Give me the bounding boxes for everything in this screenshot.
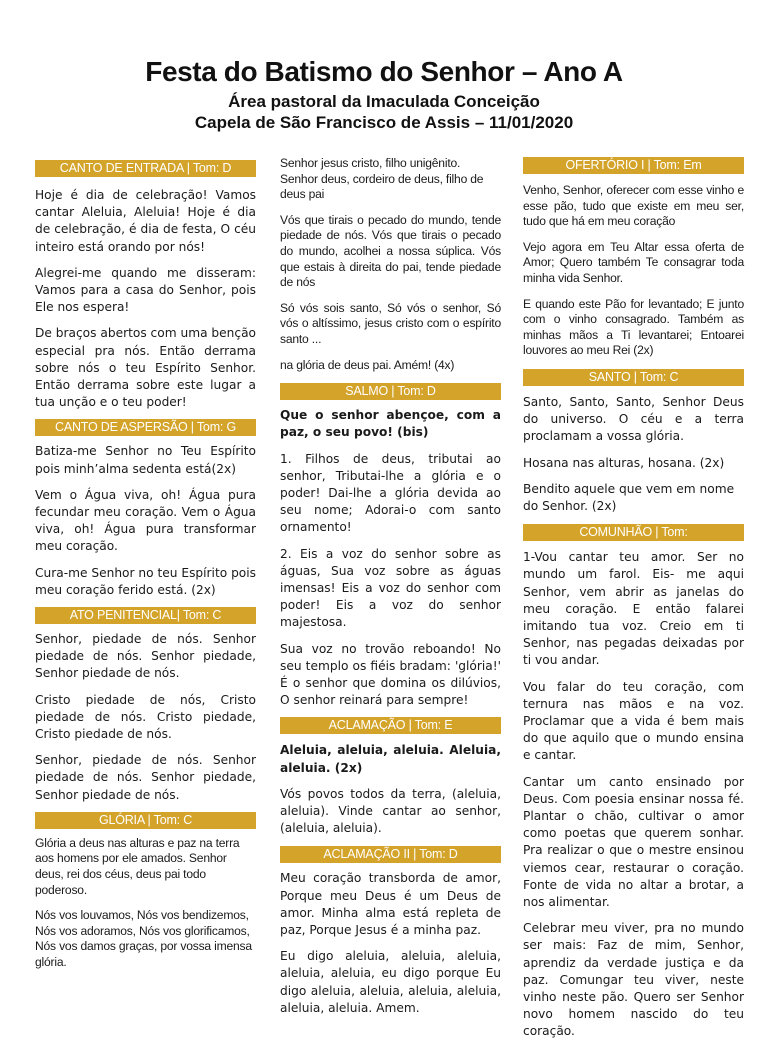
section-header-aclamacao: ACLAMAÇÃO | Tom: E [280,717,501,734]
salmo-verse-2: 2. Eis a voz do senhor sobre as águas, Sua voz sobre as águas imensas! Eis a voz do senhor com poder! Eis a voz do senhor majestosa. [280,546,501,630]
salmo-verse-1: 1. Filhos de deus, tributai ao senhor, Tributai-lhe a glória e o poder! Dai-lhe a glória devida ao seu nome; Adorai-o com santo ornamento! [280,451,501,535]
gloria-cont-verse-2: Vós que tirais o pecado do mundo, tende piedade de nós. Vós que tirais o pecado do mundo, acolhei a nossa súplica. Vós que estais à direita do pai, tende piedade de nós [280,212,501,290]
ofertorio-verse-3: E quando este Pão for levantado; E junto com o vinho consagrado. Também as minhas mãos a Ti levantarei; Entoarei louvores ao meu Rei (2x) [523,296,744,358]
aspersao-verse-2: Vem o Água viva, oh! Água pura fecundar meu coração. Vem o Água viva, oh! Água pura transformar meu coração. [35,487,256,554]
entrada-verse-1: Hoje é dia de celebração! Vamos cantar Aleluia, Aleluia! Hoje é dia de celebração, é dia de festa, O céu inteiro está orando por nós! [35,188,256,254]
column-right [523,157,744,1041]
salmo-refrain: Que o senhor abençoe, com a paz, o seu povo! (bis) [280,408,501,440]
penitencial-verse-2: Cristo piedade de nós, Cristo piedade de nós. Cristo piedade, Cristo piedade de nós. [35,692,256,742]
salmo-verse-3: Sua voz no trovão reboando! No seu templo os fiéis bradam: 'glória!' É o senhor que domina os dilúvios, O senhor reinará para sempre! [280,641,501,708]
aclamacao-refrain: Aleluia, aleluia, aleluia. Aleluia, aleluia. (2x) [280,743,501,775]
aclamacao-verse-1: Vós povos todos da terra, (aleluia, aleluia). Vinde cantar ao senhor, (aleluia, aleluia). [280,786,501,836]
gloria-cont-verse-3: Só vós sois santo, Só vós o senhor, Só vós o altíssimo, jesus cristo com o espírito santo ... [280,300,501,346]
penitencial-verse-3: Senhor, piedade de nós. Senhor piedade de nós. Senhor piedade, Senhor piedade de nós. [35,753,256,802]
section-header-aclamacao-2: ACLAMAÇÃO II | Tom: D [280,846,501,863]
ofertorio-verse-1: Venho, Senhor, oferecer com esse vinho e esse pão, tudo que existe em meu ser, tudo que há em meu coração [523,183,744,229]
section-header-salmo: SALMO | Tom: D [280,383,501,400]
section-header-aspersao: CANTO DE ASPERSÃO | Tom: G [35,419,256,436]
gloria-cont-verse-1: Senhor jesus cristo, filho unigênito. Senhor deus, cordeiro de deus, filho de deus pai [280,156,484,202]
santo-verse-2: Hosana nas alturas, hosana. (2x) [523,455,725,470]
penitencial-verse-1: Senhor, piedade de nós. Senhor piedade de nós. Senhor piedade, Senhor piedade de nós. [35,632,256,681]
page-subtitle-parish: Área pastoral da Imaculada Conceição [228,92,540,111]
page-title: Festa do Batismo do Senhor – Ano A [145,56,623,87]
section-header-penitencial: ATO PENITENCIAL| Tom: C [35,607,256,624]
column-middle [280,156,501,1017]
santo-verse-1: Santo, Santo, Santo, Senhor Deus do universo. O céu e a terra proclamam a vossa glória. [523,394,744,444]
aspersao-verse-1: Batiza-me Senhor no Teu Espírito pois minh’alma sedenta está(2x) [35,444,256,476]
gloria-verse-1: Glória a deus nas alturas e paz na terra aos homens por ele amados. Senhor deus, rei dos céus, deus pai todo poderoso. [35,835,240,897]
comunhao-verse-4: Celebrar meu viver, pra no mundo ser mais: Faz de mim, Senhor, aprendiz da verdade justiça e da paz. Comungar teu viver, neste vinho neste pão. Quero ser Senhor novo homem nascido do teu coração. [523,921,744,1039]
column-left [35,160,256,971]
section-header-entrada: CANTO DE ENTRADA | Tom: D [35,160,256,177]
aspersao-verse-3: Cura-me Senhor no teu Espírito pois meu coração ferido está. (2x) [35,565,256,597]
entrada-verse-2: Alegrei-me quando me disseram: Vamos para a casa do Senhor, pois Ele nos espera! [35,265,256,315]
aclamacao-2-verse-1: Meu coração transborda de amor, Porque meu Deus é um Deus de amor. Minha alma está repleta de paz, Porque Jesus é a minha paz. [280,871,501,937]
section-header-ofertorio: OFERTÓRIO I | Tom: Em [523,157,744,174]
comunhao-verse-1: 1-Vou cantar teu amor. Ser no mundo um farol. Eis- me aqui Senhor, vem abrir as janelas do meu coração. E então falarei imitando tua voz. Creio em ti Senhor, nas pegadas deixadas por ti vou andar. [523,550,744,668]
entrada-verse-3: De braços abertos com uma benção especial pra nós. Então derrama sobre nós o teu Espírito Senhor. Então derrama sobre este lugar a tua unção e o teu poder! [35,326,256,410]
santo-verse-3: Bendito aquele que vem em nome do Senhor. (2x) [523,481,735,513]
section-header-comunhao: COMUNHÃO | Tom: [523,524,744,541]
section-header-santo: SANTO | Tom: C [523,369,744,386]
comunhao-verse-3: Cantar um canto ensinado por Deus. Com poesia ensinar nossa fé. Plantar o chão, cultivar o amor como poetas que querem sonhar. Pra realizar o que o mestre ensinou viemos cear, restaurar o coração. Fonte de vida no altar a brotar, a nos alimentar. [523,774,744,910]
gloria-verse-2: Nós vos louvamos, Nós vos bendizemos, Nós vos adoramos, Nós vos glorificamos, Nós vos damos graças, por vossa imensa glória. [35,908,252,970]
section-header-gloria: GLÓRIA | Tom: C [35,812,256,829]
aclamacao-2-verse-2: Eu digo aleluia, aleluia, aleluia, aleluia, aleluia, eu digo porque Eu digo aleluia, aleluia, aleluia, aleluia, aleluia, aleluia. Amem. [280,949,501,1015]
ofertorio-verse-2: Vejo agora em Teu Altar essa oferta de Amor; Quero também Te consagrar toda minha vida Senhor. [523,239,744,285]
comunhao-verse-2: Vou falar do teu coração, com ternura nas mãos e na voz. Proclamar que a vida é bem mais do que aquilo que o mundo ensina e cantar. [523,679,744,763]
page-subtitle-chapel: Capela de São Francisco de Assis – 11/01/2020 [194,113,574,132]
gloria-cont-verse-4: na glória de deus pai. Amém! (4x) [280,357,455,372]
